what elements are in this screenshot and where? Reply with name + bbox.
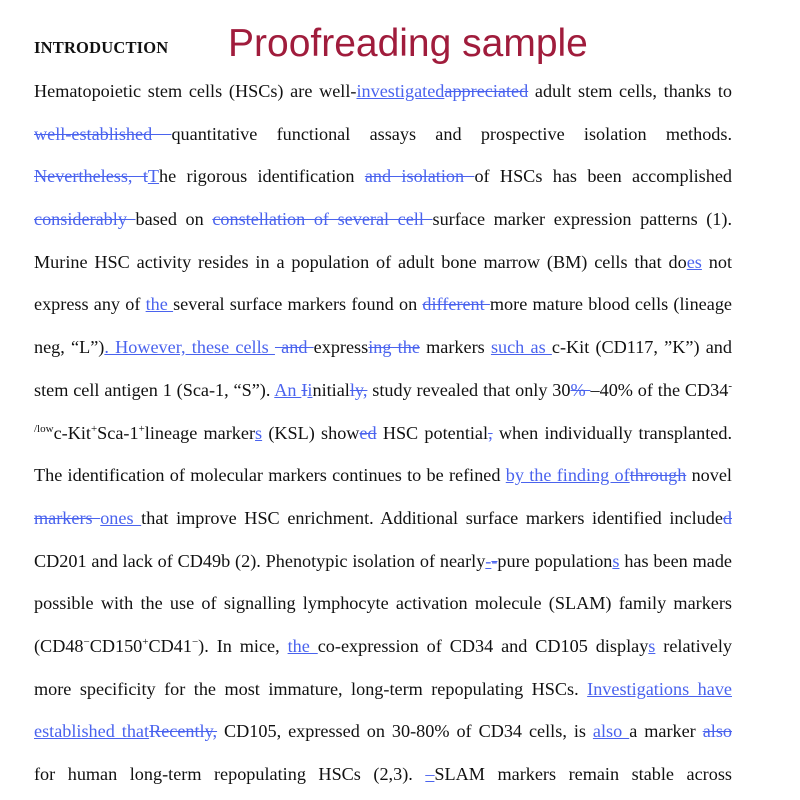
deleted-text: ed <box>359 422 377 443</box>
text-run: CD105, expressed on 30-80% of CD34 cells, is <box>217 721 593 742</box>
paragraph-line <box>34 416 732 459</box>
text-run: The identification of molecular markers continues to be refined <box>34 465 506 486</box>
text-run: when individually transplanted. <box>492 422 732 443</box>
paragraph-line <box>34 629 732 672</box>
superscript-text: /low <box>34 422 54 435</box>
text-run: more specificity for the most immature, long-term repopulating HSCs. <box>34 678 588 699</box>
deleted-text: - <box>491 550 498 571</box>
text-run: CD41 <box>148 635 192 656</box>
text-run: for human long-term repopulating HSCs (2,3). <box>34 764 426 784</box>
text-run: novel <box>686 465 732 486</box>
text-run: several surface markers found on <box>173 294 423 315</box>
superscript-text: + <box>142 635 149 648</box>
paragraph-line <box>34 757 732 800</box>
paragraph-line <box>34 159 732 202</box>
text-run: possible with the use of signalling lymphocyte activation molecule (SLAM) family markers <box>34 593 732 614</box>
deleted-text: appreciated <box>444 81 529 101</box>
text-run: express any of <box>34 294 146 315</box>
inserted-text: i <box>307 379 313 400</box>
superscript-text: − <box>83 635 90 648</box>
text-run: stem cell antigen 1 (Sca-1, “S”). <box>34 379 275 400</box>
superscript-text: + <box>138 422 145 435</box>
deleted-text: d <box>722 507 732 528</box>
paragraph-line <box>34 202 732 245</box>
deleted-text: ly, <box>349 379 368 400</box>
inserted-text: s <box>648 635 656 656</box>
paragraph-line <box>34 287 732 330</box>
text-run: c-Kit (CD117, ”K”) and <box>551 337 732 358</box>
text-run: HSC potential <box>376 422 489 443</box>
deleted-text: Nevertheless, t <box>34 166 148 187</box>
text-run: has been made <box>619 550 732 571</box>
text-run: lineage marker <box>144 422 256 443</box>
text-run: more mature blood cells (lineage <box>489 294 732 315</box>
inserted-text: also <box>592 721 630 742</box>
deleted-text: I <box>301 379 308 400</box>
text-run: ). In mice, <box>198 635 288 656</box>
paragraph-line <box>34 330 732 373</box>
text-run: nitial <box>312 379 350 400</box>
text-run: relatively <box>655 635 732 656</box>
deleted-text: also <box>702 721 732 742</box>
inserted-text: the <box>145 294 174 315</box>
document-body <box>34 74 732 800</box>
text-run: CD150 <box>89 635 143 656</box>
inserted-text: established that <box>34 721 150 742</box>
paragraph-line <box>34 714 732 757</box>
text-run: surface marker expression patterns (1). <box>432 209 732 230</box>
paragraph-line <box>34 672 732 715</box>
paragraph-line <box>34 544 732 587</box>
deleted-text: and <box>274 337 314 358</box>
paragraph-line <box>34 74 732 117</box>
text-run: (CD48 <box>34 635 84 656</box>
text-run: CD201 and lack of CD49b (2). Phenotypic isolation of nearly <box>34 550 486 571</box>
text-run: markers <box>419 337 491 358</box>
paragraph-line <box>34 501 732 544</box>
text-run: Hematopoietic stem cells (HSCs) are well- <box>34 81 357 101</box>
inserted-text: s <box>612 550 620 571</box>
text-run: Murine HSC activity resides in a population of adult bone marrow (BM) cells that do <box>34 251 687 272</box>
deleted-text: Recently, <box>149 721 218 742</box>
deleted-text: considerably <box>34 209 136 230</box>
deleted-text: and isolation <box>364 166 475 187</box>
text-run: co-expression of CD34 and CD105 display <box>317 635 649 656</box>
text-run: that improve HSC enrichment. Additional surface markers identified include <box>141 507 723 528</box>
superscript-text: + <box>90 422 98 435</box>
superscript-text: - <box>728 379 733 392</box>
deleted-text: ing the <box>368 337 420 358</box>
inserted-text: Investigations have <box>587 678 732 699</box>
inserted-text: es <box>686 251 702 272</box>
paragraph-line <box>34 586 732 629</box>
text-run: adult stem cells, thanks to <box>528 81 732 101</box>
text-run: express <box>313 337 369 358</box>
text-run: (KSL) show <box>262 422 360 443</box>
inserted-text: the <box>287 635 318 656</box>
inserted-text: – <box>425 764 435 784</box>
text-run: based on <box>135 209 213 230</box>
text-run: quantitative functional assays and prospective isolation methods. <box>171 123 733 144</box>
deleted-text: through <box>629 465 687 486</box>
text-run: he rigorous identification <box>159 166 365 187</box>
deleted-text: % <box>570 379 591 400</box>
superscript-text: − <box>191 635 199 648</box>
text-run: a marker <box>629 721 703 742</box>
inserted-text: . However, these cells <box>104 337 275 358</box>
inserted-text: An <box>274 379 302 400</box>
inserted-text: ones <box>100 507 142 528</box>
section-heading: INTRODUCTION <box>34 38 169 57</box>
inserted-text: such as <box>490 337 552 358</box>
inserted-text: T <box>147 166 160 187</box>
inserted-text: by the finding of <box>505 465 630 486</box>
text-run: c-Kit <box>53 422 91 443</box>
deleted-text: constellation of several cell <box>212 209 433 230</box>
text-run: not <box>701 251 732 272</box>
text-run: neg, “L”) <box>34 337 105 358</box>
deleted-text: , <box>488 422 493 443</box>
inserted-text: investigated <box>356 81 445 101</box>
inserted-text: - <box>485 550 492 571</box>
paragraph-line <box>34 458 732 501</box>
text-run: –40% of the CD34 <box>590 379 729 400</box>
deleted-text: markers <box>34 507 101 528</box>
inserted-text: s <box>255 422 263 443</box>
text-run: of HSCs has been accomplished <box>474 166 733 187</box>
paragraph-line <box>34 373 732 416</box>
proofreading-sample-title: Proofreading sample <box>228 22 588 65</box>
text-run: SLAM markers remain stable across <box>434 764 732 784</box>
deleted-text: different <box>422 294 490 315</box>
deleted-text: well-established <box>34 123 172 144</box>
text-run: Sca-1 <box>97 422 139 443</box>
text-run: pure population <box>497 550 613 571</box>
paragraph-line <box>34 245 732 288</box>
text-run: study revealed that only 30 <box>367 379 571 400</box>
paragraph-line <box>34 117 732 160</box>
